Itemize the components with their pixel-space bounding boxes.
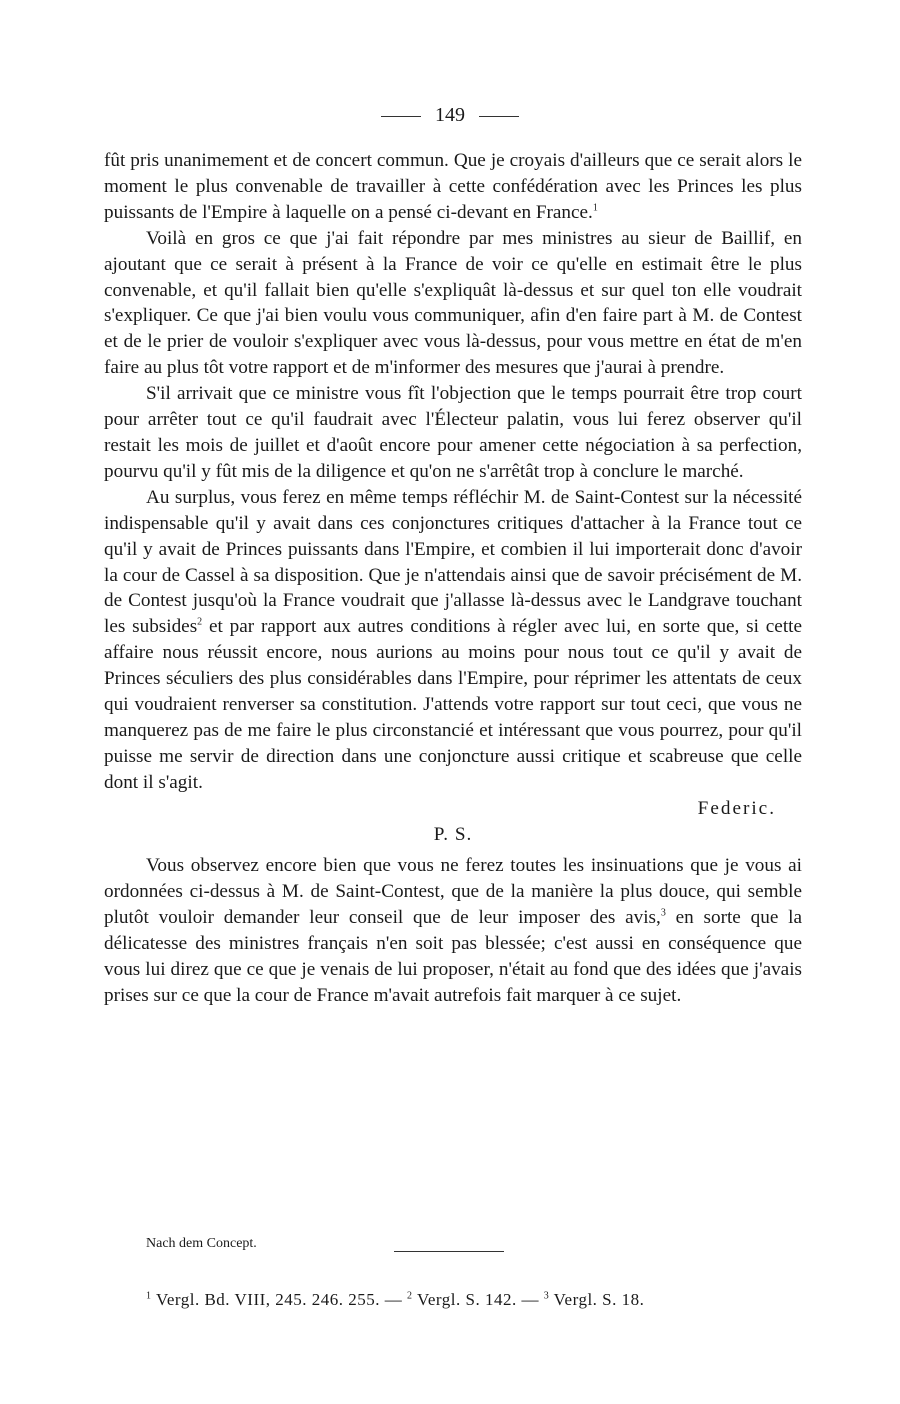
paragraph-1-text: fût pris unanimement et de concert commun. Que je croyais d'ailleurs que ce serait alors le moment le plus convenable de travailler à cette confédération avec les Princes les plus puissants de l'Empire à laquelle on a pensé ci-devant en France.: [104, 150, 802, 223]
footnote-1-mark: 1: [146, 1290, 152, 1302]
footnote-separator: [394, 1251, 504, 1252]
postscript-text-a: Vous observez encore bien que vous ne ferez toutes les insinuations que je vous ai ordonnées ci-dessus à M. de Saint-Contest, que de la manière la plus douce, qui semble plutôt vouloir demander leur conseil que de leur imposer des avis,: [104, 855, 802, 929]
paragraph-1: [104, 148, 802, 226]
source-note: Nach dem Concept.: [146, 1236, 257, 1251]
body-text: [104, 148, 802, 1009]
paragraph-4: [104, 485, 802, 796]
paragraph-2: Voilà en gros ce que j'ai fait répondre par mes ministres au sieur de Baillif, en ajoutant que ce serait à présent à la France de voir ce qu'elle en estimait être le plus convenable, et qu'il fallait bien qu'elle s'expliquât là-dessus et sur quel ton elle voudrait s'expliquer. Ce que j'ai bien voulu vous communiquer, afin d'en faire part à M. de Contest et de le prier de vouloir s'expliquer avec vous là-dessus, pour vous mettre en état de m'en faire au plus tôt votre rapport et de m'informer des mesures que j'aurai à prendre.: [104, 227, 802, 379]
postscript-text-b: en sorte que la délicatesse des ministres français n'en soit pas blessée; c'est aussi en conséquence que vous lui direz que ce que je venais de lui proposer, n'était au fond que des idées que j'avais prises sur ce que la cour de France m'avait autrefois fait marquer à ce sujet.: [104, 907, 802, 1006]
footnote-3: Vergl. S. 18.: [553, 1290, 645, 1309]
postscript-heading: P. S.: [433, 823, 473, 845]
footnote-ref-2: 2: [197, 616, 203, 628]
footnote-2: Vergl. S. 142. —: [416, 1290, 539, 1309]
paragraph-4-text-b: et par rapport aux autres conditions à régler avec lui, en sorte que, si cette affaire nous réussit encore, nous aurions au moins pour nous tout ce qu'il y avait de Princes séculiers des plus considérables dans l'Empire, pour réprimer les attentats de ceux qui voudraient renverser sa constitution. J'attends votre rapport sur tout ceci, que vous ne manquerez pas de me faire le plus circonstancié et intéressant que vous pourrez, pour qu'il puisse me servir de direction dans une conjoncture aussi critique et scabreuse que celle dont il s'agit.: [104, 616, 803, 793]
page-number: [0, 104, 900, 127]
signature: Federic.: [697, 797, 776, 819]
footnote-ref-1: 1: [592, 202, 598, 214]
left-dash: [381, 116, 421, 117]
right-dash: [479, 116, 519, 117]
footnote-ref-3: 3: [660, 907, 666, 919]
postscript-paragraph: [104, 853, 802, 1008]
page-number-text: 149: [435, 104, 465, 126]
footnote-3-mark: 3: [543, 1290, 550, 1302]
footnotes: [146, 1290, 644, 1310]
footnote-1: Vergl. Bd. VIII, 245. 246. 255. —: [155, 1290, 403, 1309]
paragraph-3: S'il arrivait que ce ministre vous fît l'objection que le temps pourrait être trop court pour arrêter tout ce qu'il faudrait avec l'Électeur palatin, vous lui ferez observer qu'il restait les mois de juillet et d'août encore pour amener cette négociation à sa perfection, pourvu qu'il y fût mis de la diligence et qu'on ne s'arrêtât trop à conclure le marché.: [104, 383, 802, 482]
paragraph-4-text-a: Au surplus, vous ferez en même temps réfléchir M. de Saint-Contest sur la nécessité indispensable qu'il y avait dans ces conjonctures critiques d'attacher à la France tout ce qu'il y avait de Princes puissants dans l'Empire, et combien il lui importerait donc d'avoir la cour de Cassel à sa disposition. Que je n'attendais ainsi que de savoir précisément de M. de Contest jusqu'où la France voudrait que j'allasse là-dessus avec le Landgrave touchant les subsides: [104, 486, 802, 638]
footnote-2-mark: 2: [407, 1290, 413, 1302]
